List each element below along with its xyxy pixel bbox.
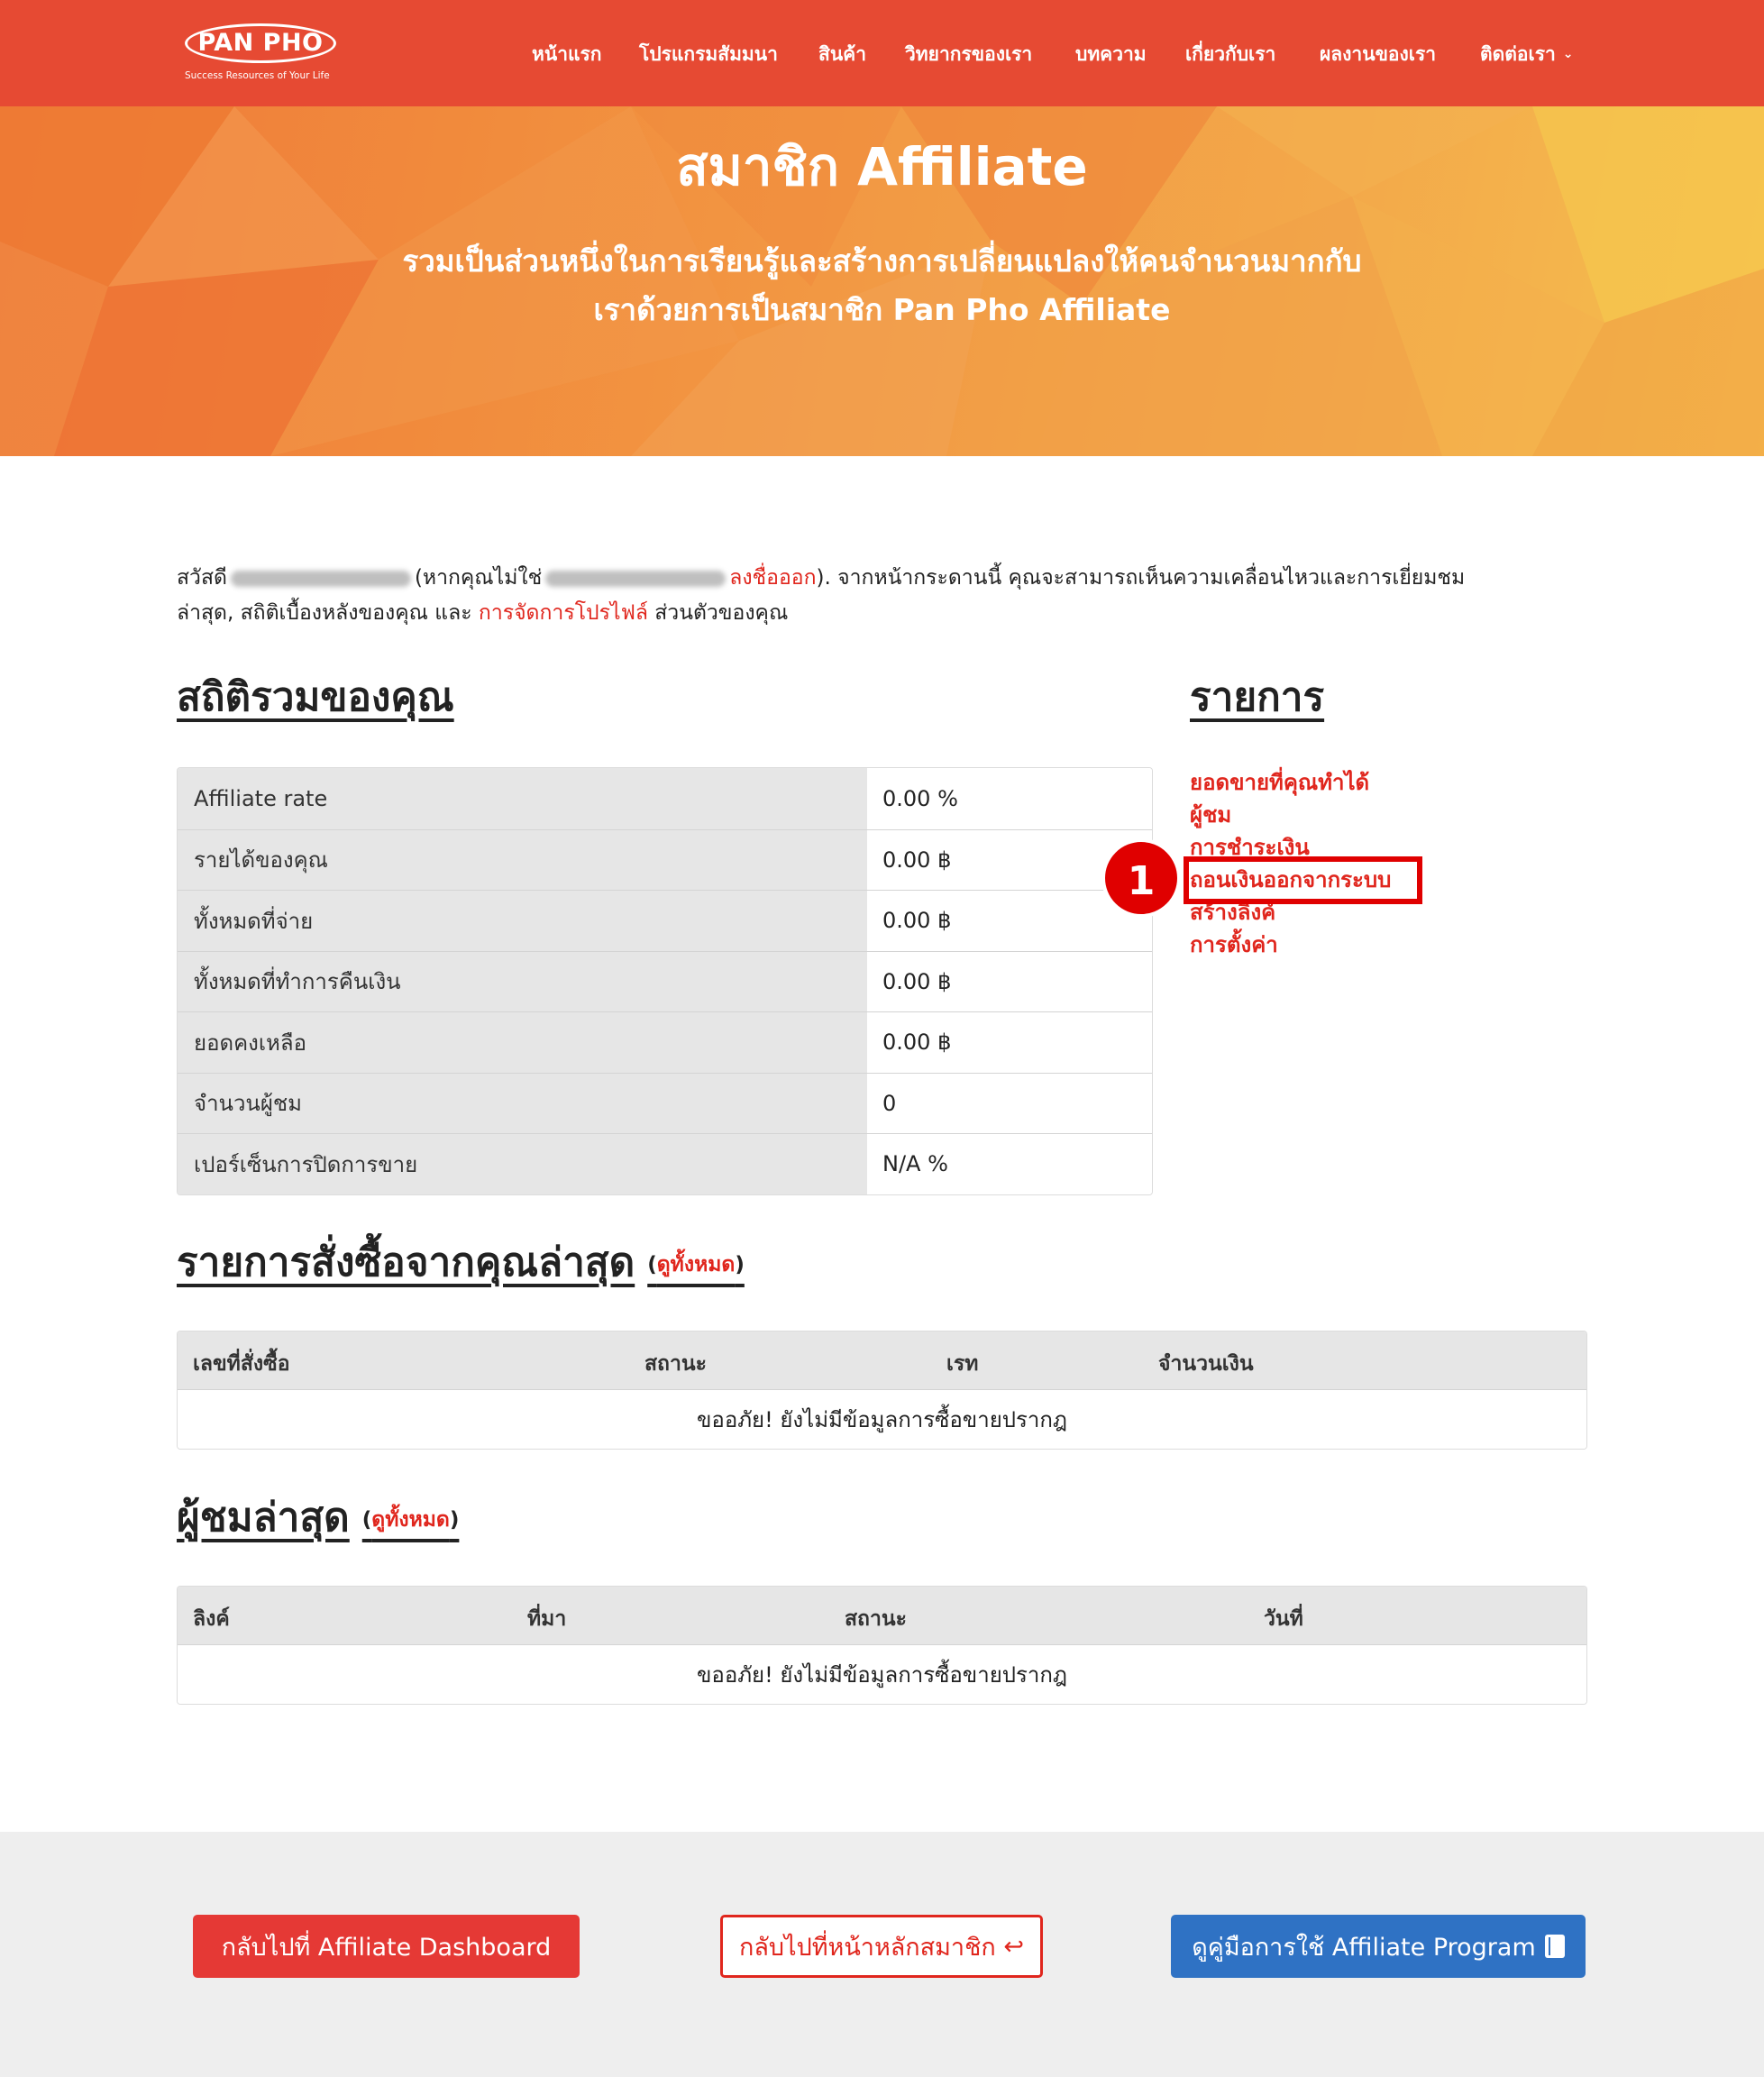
paren-close: ): [449, 1508, 460, 1532]
greeting: สวัสดี: [177, 566, 227, 590]
stats-label: ทั้งหมดที่ทำการคืนเงิน: [178, 952, 867, 1012]
orders-table-header: [178, 1331, 1586, 1389]
orders-view-all-link[interactable]: ดูทั้งหมด: [656, 1253, 736, 1276]
logout-link[interactable]: ลงชื่อออก: [729, 566, 817, 590]
visitors-col-source: ที่มา: [527, 1607, 567, 1631]
top-navigation-bar: [0, 0, 1764, 106]
stats-value: 0.00 ฿: [867, 952, 1152, 1012]
stats-row: [178, 768, 1152, 829]
book-icon: [1545, 1935, 1565, 1958]
orders-col-order-number: เลขที่สั่งซื้อ: [193, 1352, 290, 1376]
stats-value: 0: [867, 1074, 1152, 1134]
visitors-empty-message: ขออภัย! ยังไม่มีข้อมูลการซื้อขายปรากฎ: [178, 1644, 1586, 1704]
stats-value: 0.00 ฿: [867, 891, 1152, 951]
nav-contact-label: ติดต่อเรา: [1480, 43, 1556, 65]
stats-value: N/A %: [867, 1134, 1152, 1194]
stats-value: 0.00 ฿: [867, 1012, 1152, 1073]
affiliate-guide-label: ดูคู่มือการใช้ Affiliate Program: [1192, 1933, 1536, 1962]
nav-about[interactable]: เกี่ยวกับเรา: [1185, 43, 1276, 65]
blurred-username-2: [545, 571, 726, 587]
nav-contact[interactable]: [1480, 40, 1574, 69]
menu-item-create-link[interactable]: สร้างลิงค์: [1190, 900, 1276, 925]
page-title: สมาชิก Affiliate: [676, 136, 1088, 197]
paren-open: (: [361, 1508, 372, 1532]
visitors-view-all-link[interactable]: ดูทั้งหมด: [371, 1508, 450, 1532]
intro-text-2: ล่าสุด, สถิติเบื้องหลังของคุณ และ: [177, 601, 472, 625]
orders-col-status: สถานะ: [644, 1352, 707, 1376]
affiliate-guide-button[interactable]: [1171, 1915, 1586, 1978]
welcome-text: [177, 561, 1592, 631]
orders-heading: รายการสั่งซื้อจากคุณล่าสุด: [177, 1240, 635, 1286]
stats-row: [178, 1073, 1152, 1134]
nav-home[interactable]: หน้าแรก: [532, 43, 602, 65]
stats-label: ยอดคงเหลือ: [178, 1012, 867, 1073]
stats-table: [177, 767, 1153, 1195]
logo-tagline: Success Resources of Your Life: [185, 70, 330, 81]
stats-row: [178, 1011, 1152, 1073]
orders-view-all[interactable]: [647, 1253, 745, 1276]
stats-label: Affiliate rate: [178, 768, 867, 829]
hero-subtitle-line-1: รวมเป็นส่วนหนึ่งในการเรียนรู้และสร้างการเปลี่ยนแปลงให้คนจำนวนมากกับ: [402, 243, 1362, 279]
hero-banner: [0, 106, 1764, 456]
stats-value: 0.00 %: [867, 768, 1152, 829]
stats-value: 0.00 ฿: [867, 830, 1152, 891]
blurred-username: [231, 571, 411, 587]
menu-item-visitors[interactable]: ผู้ชม: [1190, 802, 1232, 828]
back-to-member-home-button[interactable]: [720, 1915, 1043, 1978]
intro-text-1: ). จากหน้ากระดานนี้ คุณจะสามารถเห็นความเคลื่อนไหวและการเยี่ยมชม: [816, 566, 1466, 590]
stats-heading: สถิติรวมของคุณ: [177, 674, 454, 720]
menu-item-sales[interactable]: ยอดขายที่คุณทำได้: [1190, 770, 1370, 795]
paren-open: (: [647, 1253, 657, 1276]
profile-management-link[interactable]: การจัดการโปรไฟล์: [478, 601, 648, 625]
logo-text: PAN PHO: [197, 29, 324, 57]
visitors-heading: ผู้ชมล่าสุด: [177, 1495, 350, 1541]
footer-action-bar: [0, 1832, 1764, 2077]
hero-subtitle-line-2: เราด้วยการเป็นสมาชิก Pan Pho Affiliate: [593, 292, 1171, 327]
orders-col-rate: เรท: [946, 1352, 979, 1376]
stats-row: [178, 890, 1152, 951]
nav-speakers[interactable]: วิทยากรของเรา: [905, 43, 1033, 65]
nav-our-work[interactable]: ผลงานของเรา: [1320, 43, 1437, 65]
chevron-down-icon: ⌄: [1562, 47, 1574, 61]
not-you-text: (หากคุณไม่ใช่: [414, 566, 543, 590]
stats-label: จำนวนผู้ชม: [178, 1074, 867, 1134]
orders-col-amount: จำนวนเงิน: [1158, 1352, 1254, 1376]
orders-table: [177, 1331, 1587, 1450]
menu-item-settings[interactable]: การตั้งค่า: [1190, 932, 1278, 957]
back-to-dashboard-button[interactable]: กลับไปที่ Affiliate Dashboard: [193, 1915, 580, 1978]
stats-row: [178, 1133, 1152, 1194]
visitors-col-date: วันที่: [1264, 1607, 1303, 1631]
nav-articles[interactable]: บทความ: [1075, 43, 1147, 65]
visitors-col-link: ลิงค์: [193, 1607, 230, 1631]
return-arrow-icon: ↩: [1003, 1932, 1024, 1961]
visitors-col-status: สถานะ: [845, 1607, 907, 1631]
nav-seminar-programs[interactable]: โปรแกรมสัมมนา: [639, 43, 778, 65]
hero-subtitle: [297, 237, 1467, 334]
stats-row: [178, 829, 1152, 891]
orders-heading-row: [177, 1231, 745, 1294]
visitors-table: [177, 1586, 1587, 1705]
menu-item-payments[interactable]: การชำระเงิน: [1190, 835, 1310, 860]
intro-text-3: ส่วนตัวของคุณ: [654, 601, 789, 625]
visitors-heading-row: [177, 1486, 459, 1549]
menu-heading: รายการ: [1190, 674, 1325, 720]
back-to-member-home-label: กลับไปที่หน้าหลักสมาชิก: [739, 1933, 996, 1962]
stats-label: เปอร์เซ็นการปิดการขาย: [178, 1134, 867, 1194]
visitors-table-header: [178, 1587, 1586, 1644]
stats-label: ทั้งหมดที่จ่าย: [178, 891, 867, 951]
main-nav: [0, 40, 1764, 67]
stats-label: รายได้ของคุณ: [178, 830, 867, 891]
step-number-badge: 1: [1101, 838, 1181, 918]
nav-products[interactable]: สินค้า: [818, 43, 867, 65]
menu-item-withdraw[interactable]: ถอนเงินออกจากระบบ: [1190, 867, 1392, 892]
stats-row: [178, 951, 1152, 1012]
paren-close: ): [735, 1253, 745, 1276]
highlight-box: [1184, 856, 1422, 904]
orders-empty-message: ขออภัย! ยังไม่มีข้อมูลการซื้อขายปรากฎ: [178, 1389, 1586, 1449]
visitors-view-all[interactable]: [362, 1508, 460, 1532]
